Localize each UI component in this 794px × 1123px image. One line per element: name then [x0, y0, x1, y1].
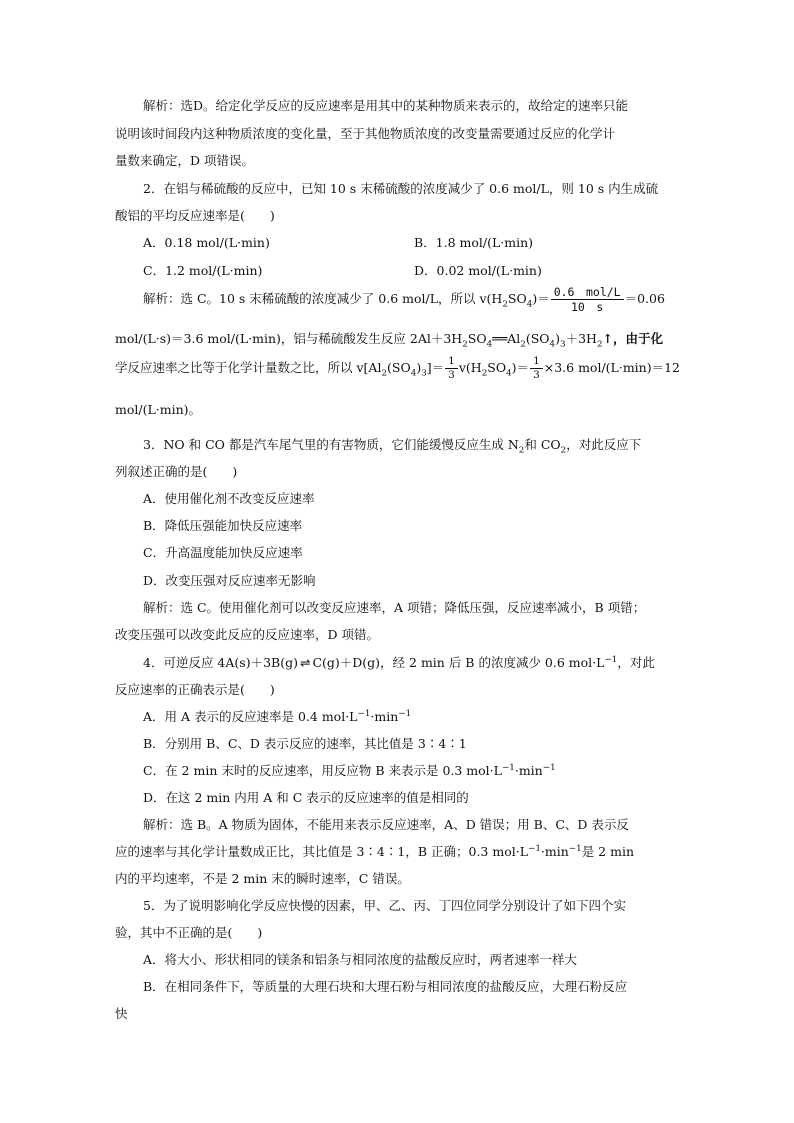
question-3-stem: 列叙述正确的是( ): [115, 464, 238, 479]
concentration-over-time-fraction: $\frac{\text{0.6 mol/L}}{10 s}$: [551, 286, 624, 313]
option-d: D．0.02 mol/(L·min): [414, 263, 542, 278]
option-d: D．在这 2 min 内用 A 和 C 表示的反应速率的值是相同的: [143, 790, 469, 805]
question-4-stem: 反应速率的正确表示是( ): [115, 682, 275, 697]
analysis-line: 应的速率与其化学计量数成正比，其比值是 3∶4∶1，B 正确；0.3 $mol\cdot L^{-1}\cdot\min^{-1}$是 2 min: [115, 843, 634, 859]
equilibrium-arrow-icon: ⇌: [299, 655, 311, 670]
option-a: A．用 A 表示的反应速率是 0.4 $mol\cdot L^{-1}\cdot\min^{-1}$: [143, 708, 412, 724]
one-third-fraction: $\frac{1}{3}$: [445, 356, 458, 381]
option-b: B．分别用 B、C、D 表示反应的速率，其比值是 3∶4∶1: [143, 736, 467, 751]
analysis-line: 说明该时间段内这种物质浓度的变化量，至于其他物质浓度的改变量需要通过反应的化学计: [115, 126, 616, 141]
question-5-stem: 验，其中不正确的是( ): [115, 925, 263, 940]
option-a: A．使用催化剂不改变反应速率: [143, 491, 315, 506]
question-5-stem: 5．为了说明影响化学反应快慢的因素，甲、乙、丙、丁四位同学分别设计了如下四个实: [143, 898, 626, 913]
option-a: A．0.18 mol/(L·min): [143, 235, 270, 250]
analysis-line: 改变压强可以改变此反应的反应速率，D 项错。: [115, 627, 379, 642]
analysis-line: 解析：选 C。使用催化剂可以改变反应速率，A 项错；降低压强，反应速率减小，B 项错；: [143, 600, 646, 615]
analysis-line: 解析：选 B。A 物质为固体，不能用来表示反应速率，A、D 错误；用 B、C、D 表示反: [143, 817, 629, 832]
analysis-line: 解析：选 C。10 s 末稀硫酸的浓度减少了 0.6 mol/L，所以 $v(H_2SO_4)=$ $\frac{\text{0.6 mol/L}}{10 s}$ ＝0.06: [143, 285, 665, 315]
one-third-fraction: $\frac{1}{3}$: [530, 356, 543, 381]
analysis-line: 解析：选D。给定化学反应的反应速率是用其中的某种物质来表示的，故给定的速率只能: [143, 98, 629, 113]
question-3-stem: 3．NO 和 CO 都是汽车尾气里的有害物质，它们能缓慢反应生成 $N_2$和 $CO_2$，对此反应下: [143, 437, 642, 456]
analysis-line: 内的平均速率，不是 2 min 末的瞬时速率，C 错误。: [115, 871, 410, 886]
analysis-line: mol/(L·s)＝3.6 mol/(L·min)，铝与稀硫酸发生反应 $2Al+3H_2SO_4══Al_2(SO_4)_3+3H_2↑$，由于化: [115, 331, 664, 350]
option-c: C．1.2 mol/(L·min): [143, 263, 263, 278]
question-2-stem: 2．在铝与稀硫酸的反应中，已知 10 s 末稀硫酸的浓度减少了 0.6 mol/L，则 10 s 内生成硫: [143, 181, 659, 196]
analysis-line: 量数来确定，D 项错误。: [115, 153, 254, 168]
analysis-line: mol/(L·min)。: [115, 402, 202, 417]
question-2-stem: 酸铝的平均反应速率是( ): [115, 208, 275, 223]
option-a: A．将大小、形状相同的镁条和铝条与相同浓度的盐酸反应时，两者速率一样大: [143, 952, 578, 967]
option-b: B．降低压强能加快反应速率: [143, 518, 303, 533]
option-c: C．升高温度能加快反应速率: [143, 545, 303, 560]
analysis-line: 学反应速率之比等于化学计量数之比，所以 $v[Al_2(SO_4)_3]=$ $\frac{1}{3}$ $v(H_2SO_4)=$ $\frac{1}{3}$ ×3.6 mol/(L·min)＝12: [115, 355, 680, 382]
option-c: C．在 2 min 末时的反应速率，用反应物 B 来表示是 0.3 $mol\cdot L^{-1}\cdot\min^{-1}$: [143, 762, 556, 778]
question-4-stem: 4．可逆反应 4A(s)＋3B(g) ⇌ C(g)＋D(g)，经 2 min 后 B 的浓度减少 0.6 $mol\cdot L^{-1}$，对此: [143, 654, 655, 670]
option-b: B．在相同条件下，等质量的大理石块和大理石粉与相同浓度的盐酸反应，大理石粉反应: [143, 979, 628, 994]
option-b-continued: 快: [115, 1006, 128, 1021]
option-d: D．改变压强对反应速率无影响: [143, 573, 316, 588]
option-b: B．1.8 mol/(L·min): [414, 235, 534, 250]
